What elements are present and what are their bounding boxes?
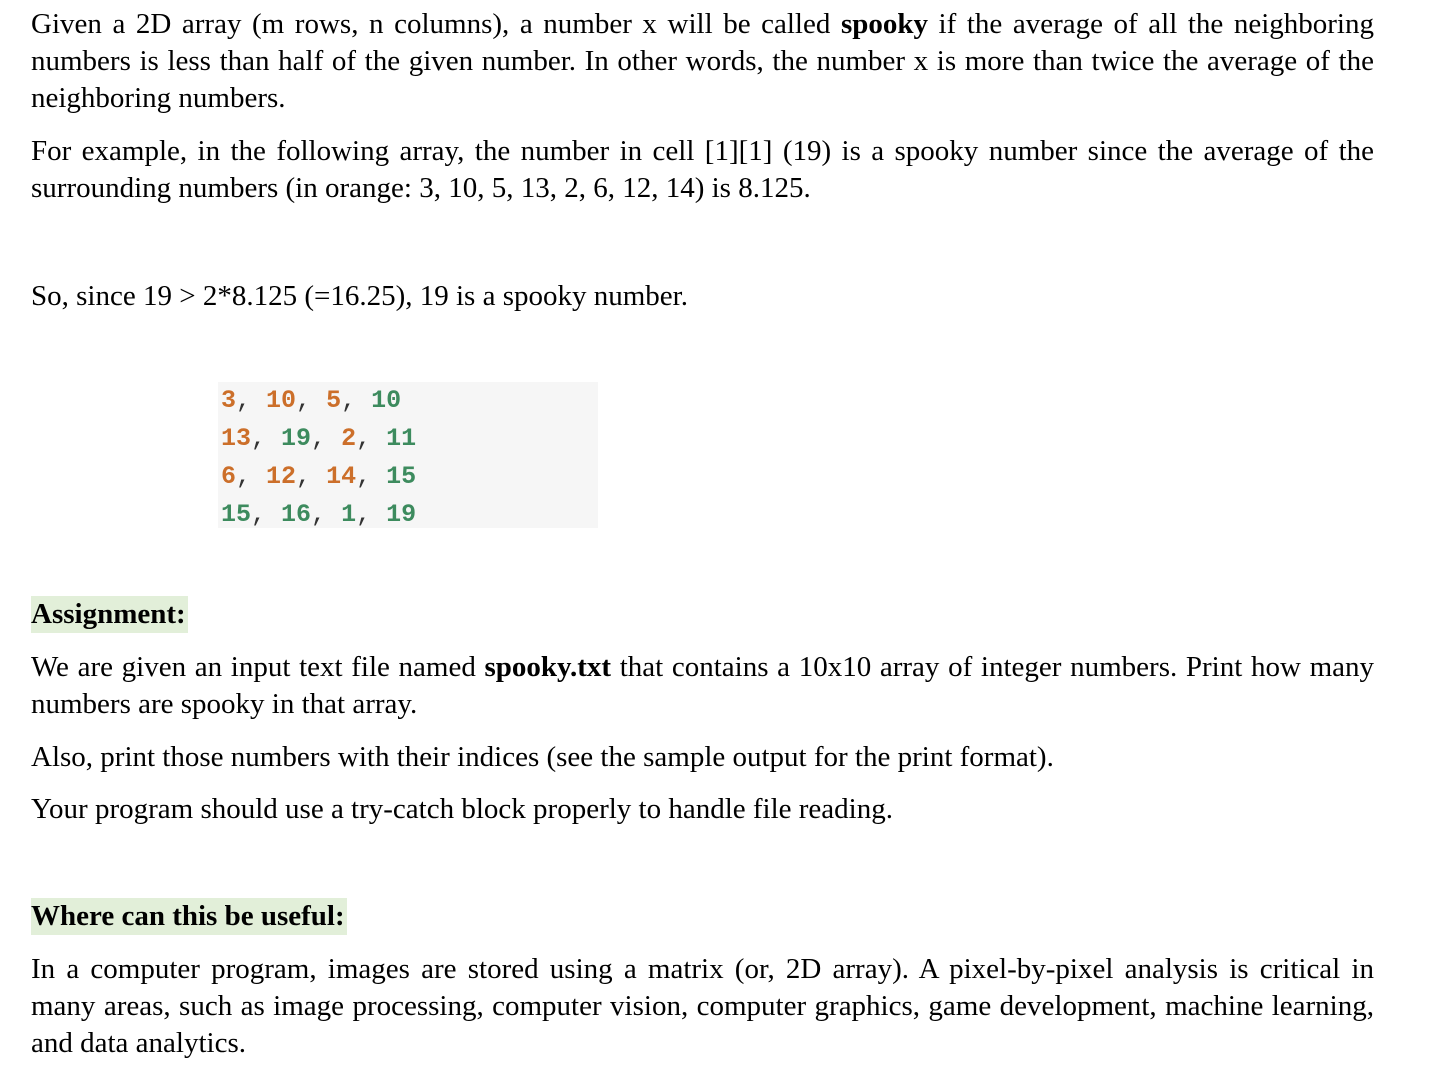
assignment-paragraph-2: Also, print those numbers with their indices (see the sample output for the print format). [31,741,1054,773]
assignment-paragraph-1 [31,649,1374,723]
array-cell-3-0: 15 [221,500,252,529]
array-cell-2-2: 14 [326,462,357,491]
file-name: spooky.txt [484,651,612,683]
assignment-heading: Assignment: [31,596,188,633]
intro-text-a: Given a 2D array (m rows, n columns), a number x will be called [31,8,841,40]
array-separator: , [356,500,387,529]
array-row-0 [221,382,598,420]
document-page [31,6,1374,1062]
assignment-paragraph-3: Your program should use a try-catch block properly to handle file reading. [31,793,893,825]
array-cell-0-0: 3 [221,386,237,415]
array-separator: , [311,500,342,529]
example-paragraph: For example, in the following array, the number in cell [1][1] (19) is a spooky number since the average of the surrounding numbers (in orange: 3, 10, 5, 13, 2, 6, 12, 14) is 8.125. [31,135,1374,204]
array-separator: , [251,500,282,529]
intro-text-b: if the average of all the neighboring numbers is less than half of the given number. In other words, the number x is more than twice the average of the neighboring numbers. [31,8,1374,114]
intro-paragraph [31,6,1374,117]
usefulness-paragraph: In a computer program, images are stored using a matrix (or, 2D array). A pixel-by-pixel analysis is critical in many areas, such as image processing, computer vision, computer graphics, game development, machine learning, and data analytics. [31,953,1374,1059]
array-separator: , [236,462,267,491]
array-separator: , [356,424,387,453]
array-separator: , [356,462,387,491]
array-cell-1-3: 11 [386,424,417,453]
array-cell-0-2: 5 [326,386,342,415]
array-cell-3-3: 19 [386,500,417,529]
assignment-text-b: that contains a 10x10 array of integer numbers. Print how many numbers are spooky in that array. [31,651,1374,720]
array-separator: , [296,386,327,415]
example-array-code-block [218,382,598,528]
array-separator: , [251,424,282,453]
usefulness-heading: Where can this be useful: [31,898,347,935]
assignment-text-a: We are given an input text file named [31,651,485,683]
array-row-3 [221,496,598,534]
array-separator: , [341,386,372,415]
array-row-1 [221,420,598,458]
array-separator: , [236,386,267,415]
array-cell-0-1: 10 [266,386,297,415]
spooky-term: spooky [840,8,928,40]
array-cell-2-0: 6 [221,462,237,491]
array-cell-1-0: 13 [221,424,252,453]
conclusion-paragraph: So, since 19 > 2*8.125 (=16.25), 19 is a spooky number. [31,280,688,312]
array-row-2 [221,458,598,496]
array-separator: , [311,424,342,453]
array-cell-1-2: 2 [341,424,357,453]
array-cell-1-1: 19 [281,424,312,453]
array-cell-3-1: 16 [281,500,312,529]
array-cell-3-2: 1 [341,500,357,529]
array-separator: , [296,462,327,491]
array-cell-2-3: 15 [386,462,417,491]
array-cell-0-3: 10 [371,386,402,415]
array-cell-2-1: 12 [266,462,297,491]
